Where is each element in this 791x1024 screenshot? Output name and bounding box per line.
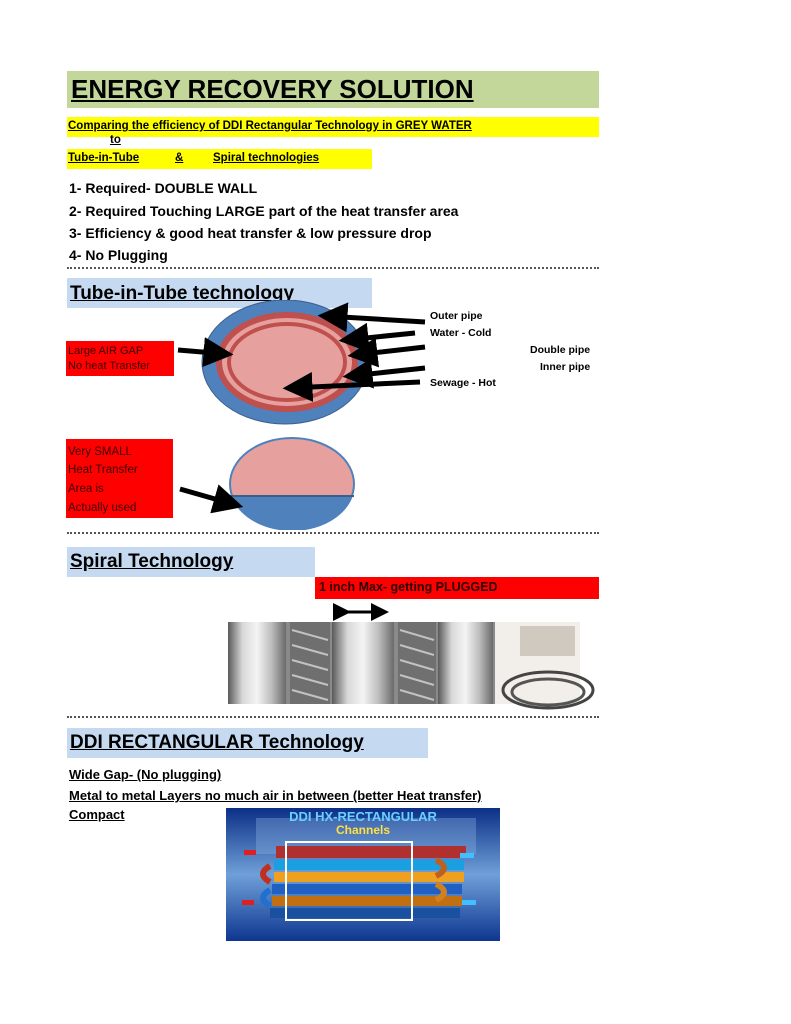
divider-2 — [67, 532, 599, 534]
partial-fill-diagram — [0, 430, 791, 530]
comparison-line-2: to — [110, 134, 121, 146]
diagram-title-2: Channels — [335, 823, 391, 837]
requirement-4: 4- No Plugging — [69, 247, 168, 263]
ddi-line-1: Wide Gap- (No plugging) — [69, 767, 222, 782]
ddi-line-3: Compact — [69, 807, 125, 822]
divider-3 — [67, 716, 599, 718]
requirement-2: 2- Required Touching LARGE part of the heat transfer area — [69, 203, 459, 219]
small-area-line-2: Heat Transfer — [68, 464, 138, 476]
tube-in-tube-diagram — [0, 300, 791, 430]
spiral-heading: Spiral Technology — [70, 551, 234, 572]
small-area-line-4: Actually used — [68, 502, 137, 514]
air-gap-line-1: Large AIR GAP — [68, 345, 144, 357]
comparison-line-3b: & — [175, 152, 184, 164]
requirement-1: 1- Required- DOUBLE WALL — [69, 180, 258, 196]
comparison-line-3c: Spiral technologies — [213, 152, 320, 164]
label-water-cold: Water - Cold — [430, 327, 492, 339]
ddi-line-2: Metal to metal Layers no much air in between (better Heat transfer) — [69, 788, 482, 803]
spiral-photo — [0, 600, 791, 710]
small-area-line-3: Area is — [68, 483, 104, 495]
air-gap-line-2: No heat Transfer — [68, 360, 150, 372]
label-outer-pipe: Outer pipe — [430, 310, 483, 322]
ddi-heading: DDI RECTANGULAR Technology — [70, 732, 364, 753]
label-sewage-hot: Sewage - Hot — [430, 377, 496, 389]
comparison-line-3a: Tube-in-Tube — [68, 152, 140, 164]
divider-1 — [67, 267, 599, 269]
label-inner-pipe: Inner pipe — [540, 361, 591, 373]
page-title: ENERGY RECOVERY SOLUTION — [71, 74, 474, 104]
small-area-line-1: Very SMALL — [68, 446, 132, 458]
arrow-small-area — [180, 489, 236, 505]
tube-heading: Tube-in-Tube technology — [70, 283, 295, 304]
ddi-diagram — [226, 808, 500, 941]
diagram-title-1: DDI HX-RECTANGULAR — [289, 809, 437, 824]
requirement-3: 3- Efficiency & good heat transfer & low pressure drop — [69, 225, 432, 241]
plug-label: 1 inch Max- getting PLUGGED — [319, 580, 498, 594]
comparison-line-1: Comparing the efficiency of DDI Rectangular Technology in GREY WATER — [68, 120, 472, 132]
label-double-pipe: Double pipe — [530, 344, 591, 356]
